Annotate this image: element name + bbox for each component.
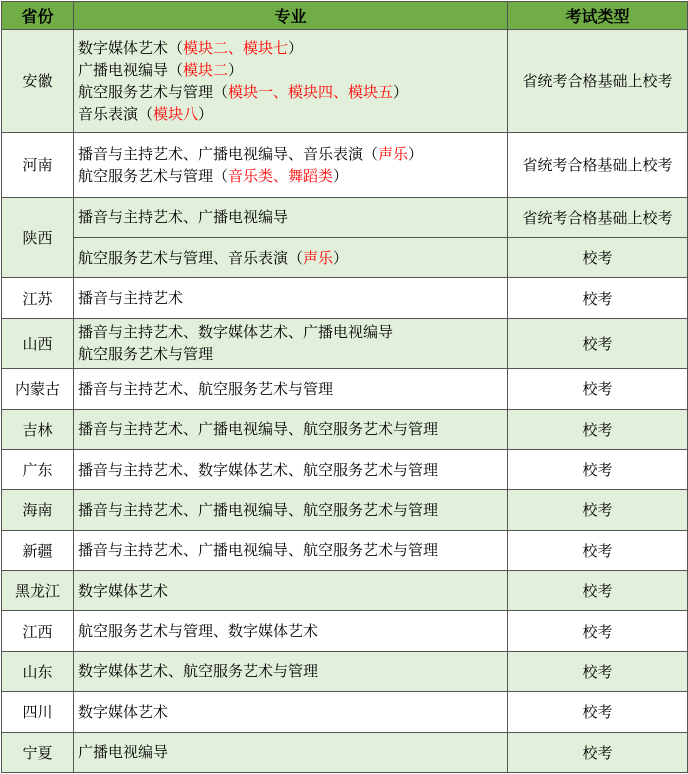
major-text: 播音与主持艺术、广播电视编导 xyxy=(78,208,289,227)
province-cell: 新疆 xyxy=(2,530,74,570)
major-text: 数字媒体艺术（ xyxy=(78,38,184,57)
table-row xyxy=(2,449,688,489)
major-cell xyxy=(74,611,508,651)
exam-type-cell: 校考 xyxy=(508,530,688,570)
province-cell: 黑龙江 xyxy=(2,571,74,611)
exam-type-cell: 省统考合格基础上校考 xyxy=(508,132,688,197)
exam-type-cell: 校考 xyxy=(508,732,688,772)
major-text: 播音与主持艺术 xyxy=(78,289,184,307)
major-text: 数字媒体艺术 xyxy=(78,581,169,600)
exam-type-cell: 校考 xyxy=(508,611,688,651)
major-cell xyxy=(74,490,508,530)
major-line xyxy=(78,37,503,59)
major-text: 播音与主持艺术、广播电视编导、航空服务艺术与管理 xyxy=(78,420,439,439)
major-cell xyxy=(74,278,508,318)
exam-type-cell: 校考 xyxy=(508,490,688,530)
module-note: 模块二 xyxy=(183,60,229,79)
major-text: 广播电视编导（ xyxy=(78,60,184,79)
major-text: 数字媒体艺术、航空服务艺术与管理 xyxy=(78,662,319,681)
exam-type-cell: 校考 xyxy=(508,692,688,732)
exam-type-cell: 校考 xyxy=(508,369,688,409)
exam-type-cell: 校考 xyxy=(508,651,688,691)
province-cell: 江西 xyxy=(2,611,74,651)
province-cell: 广东 xyxy=(2,449,74,489)
major-text: 数字媒体艺术 xyxy=(78,702,169,721)
major-cell xyxy=(74,30,508,133)
major-cell xyxy=(74,692,508,732)
major-text: 音乐表演（ xyxy=(78,104,154,123)
table-row xyxy=(2,318,688,368)
major-line xyxy=(78,81,503,103)
major-line xyxy=(78,660,503,682)
major-text: 航空服务艺术与管理、数字媒体艺术 xyxy=(78,622,319,641)
major-cell xyxy=(74,449,508,489)
province-cell: 河南 xyxy=(2,132,74,197)
major-text: 播音与主持艺术、数字媒体艺术、广播电视编导 xyxy=(78,323,394,342)
province-cell: 吉林 xyxy=(2,409,74,449)
table-row xyxy=(2,611,688,651)
table-row xyxy=(2,692,688,732)
table-row xyxy=(2,732,688,772)
major-text: 广播电视编导 xyxy=(78,743,169,762)
major-text: ） xyxy=(333,166,349,185)
table-row xyxy=(2,409,688,449)
major-line xyxy=(78,580,503,602)
province-cell: 安徽 xyxy=(2,30,74,133)
table-row xyxy=(2,571,688,611)
major-line xyxy=(78,499,503,521)
exam-type-cell: 校考 xyxy=(508,278,688,318)
major-line xyxy=(78,459,503,481)
major-cell xyxy=(74,732,508,772)
exam-type-cell: 校考 xyxy=(508,318,688,368)
major-line xyxy=(78,165,503,187)
module-note: 模块二、模块七 xyxy=(183,38,289,57)
exam-type-cell: 省统考合格基础上校考 xyxy=(508,197,688,237)
table-row xyxy=(2,197,688,237)
major-text: 播音与主持艺术、数字媒体艺术、航空服务艺术与管理 xyxy=(78,460,439,479)
province-cell: 江苏 xyxy=(2,278,74,318)
table-row xyxy=(2,490,688,530)
major-line xyxy=(78,418,503,440)
table-row xyxy=(2,530,688,570)
exam-type-cell: 校考 xyxy=(508,409,688,449)
major-cell xyxy=(74,369,508,409)
exam-type-cell: 省统考合格基础上校考 xyxy=(508,30,688,133)
major-text: 播音与主持艺术、广播电视编导、航空服务艺术与管理 xyxy=(78,541,439,560)
major-text: 航空服务艺术与管理、音乐表演（ xyxy=(78,248,304,267)
major-text: 航空服务艺术与管理 xyxy=(78,345,214,364)
table-body xyxy=(2,30,688,773)
module-note: 模块一、模块四、模块五 xyxy=(228,82,394,101)
major-text: ） xyxy=(393,82,409,101)
major-text: ） xyxy=(288,38,304,57)
module-note: 声乐 xyxy=(303,248,334,267)
major-text: ） xyxy=(228,60,244,79)
major-cell xyxy=(74,409,508,449)
province-cell: 宁夏 xyxy=(2,732,74,772)
admissions-table xyxy=(1,1,688,773)
major-cell xyxy=(74,530,508,570)
major-line xyxy=(78,343,503,365)
major-line xyxy=(78,287,503,309)
header-exam-type: 考试类型 xyxy=(508,2,688,30)
major-line xyxy=(78,103,503,125)
province-cell: 四川 xyxy=(2,692,74,732)
major-line xyxy=(78,378,503,400)
table-row xyxy=(2,132,688,197)
major-cell xyxy=(74,571,508,611)
major-line xyxy=(78,539,503,561)
major-cell xyxy=(74,651,508,691)
header-row xyxy=(2,2,688,30)
module-note: 模块八 xyxy=(153,104,199,123)
province-cell: 山东 xyxy=(2,651,74,691)
province-cell: 山西 xyxy=(2,318,74,368)
exam-type-cell: 校考 xyxy=(508,571,688,611)
major-cell xyxy=(74,197,508,237)
table-row xyxy=(2,278,688,318)
major-text: ） xyxy=(198,104,214,123)
major-line xyxy=(78,59,503,81)
major-text: 航空服务艺术与管理（ xyxy=(78,82,229,101)
header-major: 专业 xyxy=(74,2,508,30)
module-note: 声乐 xyxy=(378,144,409,163)
major-line xyxy=(78,247,503,269)
major-line xyxy=(78,321,503,343)
major-text: ） xyxy=(333,248,349,267)
header-province: 省份 xyxy=(2,2,74,30)
major-line xyxy=(78,701,503,723)
major-line xyxy=(78,143,503,165)
major-cell xyxy=(74,237,508,277)
table-row xyxy=(2,30,688,133)
table-row xyxy=(2,237,688,277)
table-row xyxy=(2,651,688,691)
exam-type-cell: 校考 xyxy=(508,449,688,489)
major-text: 航空服务艺术与管理（ xyxy=(78,166,229,185)
table-row xyxy=(2,369,688,409)
major-text: ） xyxy=(408,144,424,163)
province-cell: 陕西 xyxy=(2,197,74,278)
module-note: 音乐类、舞蹈类 xyxy=(228,166,334,185)
major-cell xyxy=(74,132,508,197)
major-line xyxy=(78,741,503,763)
province-cell: 海南 xyxy=(2,490,74,530)
major-cell xyxy=(74,318,508,368)
major-text: 播音与主持艺术、广播电视编导、音乐表演（ xyxy=(78,144,379,163)
major-line xyxy=(78,620,503,642)
major-line xyxy=(78,206,503,228)
exam-type-cell: 校考 xyxy=(508,237,688,277)
province-cell: 内蒙古 xyxy=(2,369,74,409)
major-text: 播音与主持艺术、航空服务艺术与管理 xyxy=(78,379,334,398)
major-text: 播音与主持艺术、广播电视编导、航空服务艺术与管理 xyxy=(78,500,439,519)
